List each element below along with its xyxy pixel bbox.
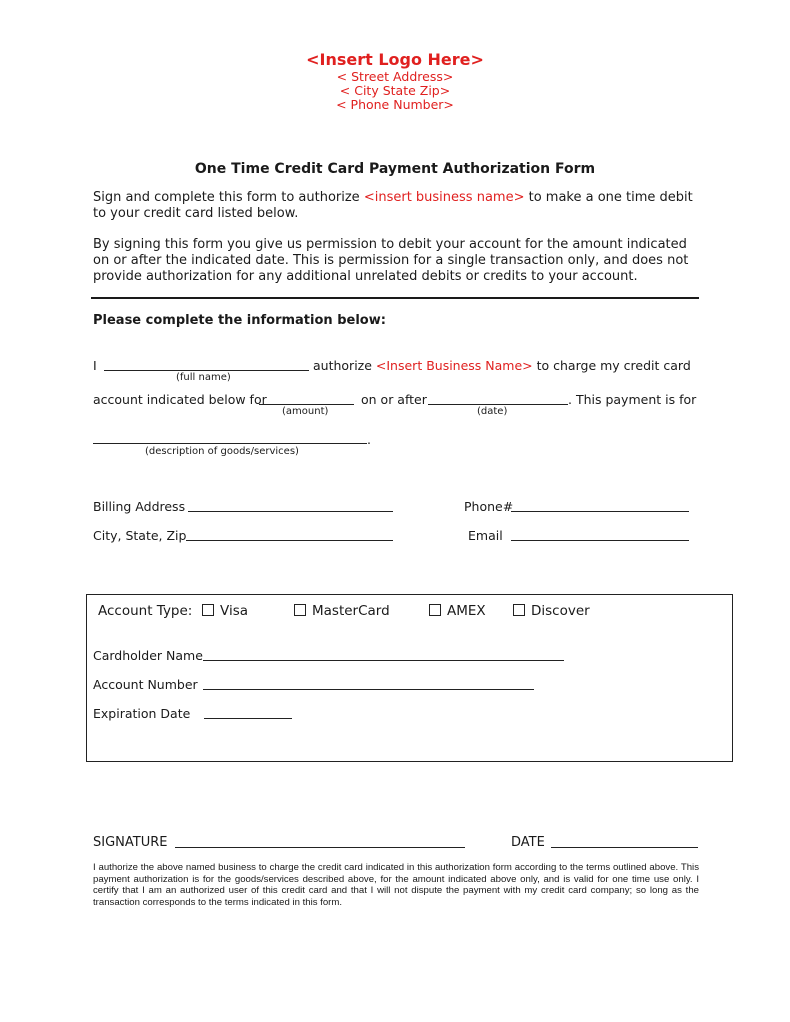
logo-placeholder: <Insert Logo Here> — [306, 50, 484, 69]
intro-line-2: to your credit card listed below. — [93, 206, 299, 221]
amex-label: AMEX — [447, 603, 486, 619]
description-caption: (description of goods/services) — [145, 446, 299, 457]
business-name-placeholder: <insert business name> — [363, 190, 525, 205]
city-state-zip-label: City, State, Zip — [93, 528, 187, 543]
amount-caption: (amount) — [282, 406, 329, 417]
street-address: < Street Address> — [336, 69, 454, 84]
intro-text: to make a one time debit — [524, 190, 693, 205]
visa-checkbox[interactable] — [202, 604, 214, 616]
intro-text: Sign and complete this form to authorize — [93, 190, 364, 205]
signature-label: SIGNATURE — [93, 835, 168, 850]
email-field[interactable] — [511, 540, 689, 541]
visa-label: Visa — [220, 603, 248, 619]
mastercard-label: MasterCard — [312, 603, 390, 619]
phone-field[interactable] — [511, 511, 689, 512]
city-state-zip: < City State Zip> — [339, 83, 451, 98]
expiration-date-label: Expiration Date — [93, 706, 191, 721]
signature-date-field[interactable] — [551, 847, 698, 848]
account-indicated-label: account indicated below for — [93, 392, 267, 407]
cardholder-name-label: Cardholder Name — [93, 648, 203, 663]
amount-field[interactable] — [259, 404, 354, 405]
section-heading: Please complete the information below: — [93, 313, 386, 328]
permission-line-1: By signing this form you give us permission to debit your account for the amount indicated — [93, 237, 687, 252]
intro-line-1 — [93, 190, 693, 205]
full-name-caption: (full name) — [176, 372, 231, 383]
auth-i-label: I — [93, 358, 97, 373]
phone-label: Phone# — [464, 499, 514, 514]
billing-address-label: Billing Address — [93, 499, 186, 514]
permission-line-2: on or after the indicated date. This is permission for a single transaction only, and does not — [93, 253, 689, 268]
authorize-label: authorize — [313, 358, 376, 373]
business-name-placeholder-2: <Insert Business Name> — [375, 358, 533, 373]
amex-checkbox[interactable] — [429, 604, 441, 616]
date-label: DATE — [511, 835, 545, 850]
account-type-label: Account Type: — [98, 603, 193, 619]
mastercard-checkbox[interactable] — [294, 604, 306, 616]
authorization-fine-print: I authorize the above named business to charge the credit card indicated in this authorization form according to the terms outlined above. This payment authorization is for the goods/services described above, for the amount indicated above only, and is valid for one time use only. I certify that I am an authorized user of this credit card and that I will not dispute the payment with my credit card company; so long as the transaction corresponds to the terms indicated in this form. — [93, 862, 699, 908]
charge-label: to charge my credit card — [532, 358, 691, 373]
section-divider — [91, 297, 699, 299]
on-or-after-label: on or after — [361, 392, 427, 407]
description-field[interactable] — [93, 443, 367, 444]
date-field[interactable] — [428, 404, 568, 405]
signature-field[interactable] — [175, 847, 465, 848]
description-period: . — [367, 432, 371, 447]
discover-label: Discover — [531, 603, 590, 619]
auth-text — [313, 358, 691, 373]
form-title: One Time Credit Card Payment Authorization Form — [194, 161, 596, 177]
email-label: Email — [468, 528, 503, 543]
full-name-field[interactable] — [104, 370, 309, 371]
date-caption: (date) — [477, 406, 508, 417]
permission-line-3: provide authorization for any additional unrelated debits or credits to your account. — [93, 269, 638, 284]
cardholder-name-field[interactable] — [203, 660, 564, 661]
payment-for-label: . This payment is for — [568, 392, 697, 407]
billing-address-field[interactable] — [188, 511, 393, 512]
expiration-date-field[interactable] — [204, 718, 292, 719]
account-number-field[interactable] — [203, 689, 534, 690]
phone-number: < Phone Number> — [336, 97, 454, 112]
account-number-label: Account Number — [93, 677, 198, 692]
city-state-zip-field[interactable] — [186, 540, 393, 541]
discover-checkbox[interactable] — [513, 604, 525, 616]
